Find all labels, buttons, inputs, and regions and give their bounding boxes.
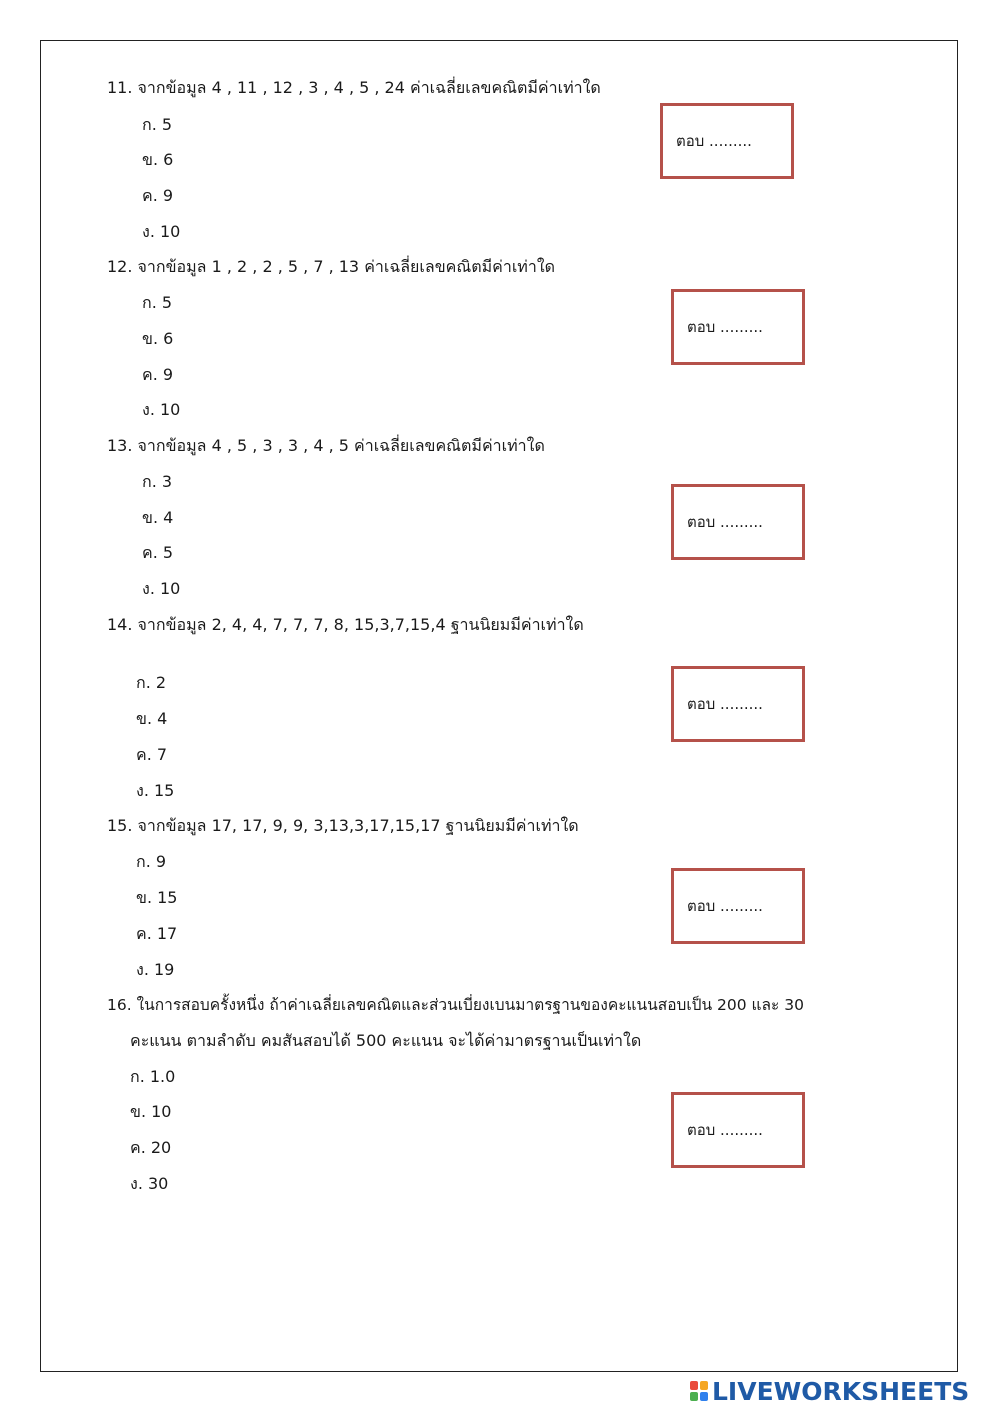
q15-answer-label: ตอบ ......... bbox=[687, 897, 763, 915]
q13-option-a: ก. 3 bbox=[142, 472, 173, 491]
q12-answer-box[interactable] bbox=[671, 289, 805, 365]
logo-square-red bbox=[690, 1381, 698, 1390]
q11-option-b: ข. 6 bbox=[142, 150, 174, 169]
q16-option-b: ข. 10 bbox=[130, 1102, 172, 1121]
q14-answer-box[interactable] bbox=[671, 666, 805, 742]
q14-option-a: ก. 2 bbox=[136, 673, 167, 692]
question-16-line-2: คะแนน ตามลำดับ คมสันสอบได้ 500 คะแนน จะได้ค่ามาตรฐานเป็นเท่าใด bbox=[130, 1031, 642, 1050]
q11-option-a: ก. 5 bbox=[142, 115, 173, 134]
q11-answer-label: ตอบ ......... bbox=[676, 132, 752, 150]
q15-option-b: ข. 15 bbox=[136, 888, 178, 907]
q12-option-b: ข. 6 bbox=[142, 329, 174, 348]
q16-answer-label: ตอบ ......... bbox=[687, 1121, 763, 1139]
q12-option-c: ค. 9 bbox=[142, 365, 174, 384]
q11-option-c: ค. 9 bbox=[142, 186, 174, 205]
q16-option-a: ก. 1.0 bbox=[130, 1067, 176, 1086]
q11-option-d: ง. 10 bbox=[142, 222, 181, 241]
question-11: 11. จากข้อมูล 4 , 11 , 12 , 3 , 4 , 5 , 24 ค่าเฉลี่ยเลขคณิตมีค่าเท่าใด bbox=[107, 78, 601, 97]
q13-option-b: ข. 4 bbox=[142, 508, 174, 527]
question-13: 13. จากข้อมูล 4 , 5 , 3 , 3 , 4 , 5 ค่าเฉลี่ยเลขคณิตมีค่าเท่าใด bbox=[107, 436, 545, 455]
q11-answer-box[interactable] bbox=[660, 103, 794, 179]
q14-answer-label: ตอบ ......... bbox=[687, 695, 763, 713]
q15-option-a: ก. 9 bbox=[136, 852, 167, 871]
q13-option-d: ง. 10 bbox=[142, 579, 181, 598]
question-12: 12. จากข้อมูล 1 , 2 , 2 , 5 , 7 , 13 ค่าเฉลี่ยเลขคณิตมีค่าเท่าใด bbox=[107, 257, 556, 276]
q16-answer-box[interactable] bbox=[671, 1092, 805, 1168]
liveworksheets-brand-text: LIVEWORKSHEETS bbox=[712, 1376, 970, 1406]
q12-option-d: ง. 10 bbox=[142, 400, 181, 419]
q12-answer-label: ตอบ ......... bbox=[687, 318, 763, 336]
q15-option-d: ง. 19 bbox=[136, 960, 175, 979]
question-14: 14. จากข้อมูล 2, 4, 4, 7, 7, 7, 8, 15,3,7,15,4 ฐานนิยมมีค่าเท่าใด bbox=[107, 615, 584, 634]
logo-square-green bbox=[690, 1392, 698, 1401]
q14-option-b: ข. 4 bbox=[136, 709, 168, 728]
q16-option-c: ค. 20 bbox=[130, 1138, 172, 1157]
q13-option-c: ค. 5 bbox=[142, 543, 174, 562]
question-15: 15. จากข้อมูล 17, 17, 9, 9, 3,13,3,17,15,17 ฐานนิยมมีค่าเท่าใด bbox=[107, 816, 579, 835]
q14-option-c: ค. 7 bbox=[136, 745, 168, 764]
q12-option-a: ก. 5 bbox=[142, 293, 173, 312]
logo-square-blue bbox=[700, 1392, 708, 1401]
q15-option-c: ค. 17 bbox=[136, 924, 178, 943]
liveworksheets-logo bbox=[690, 1376, 969, 1406]
q13-answer-box[interactable] bbox=[671, 484, 805, 560]
q15-answer-box[interactable] bbox=[671, 868, 805, 944]
q16-option-d: ง. 30 bbox=[130, 1174, 169, 1193]
q13-answer-label: ตอบ ......... bbox=[687, 513, 763, 531]
logo-square-orange bbox=[700, 1381, 708, 1390]
q14-option-d: ง. 15 bbox=[136, 781, 175, 800]
question-16-line-1: 16. ในการสอบครั้งหนึ่ง ถ้าค่าเฉลี่ยเลขคณิตและส่วนเบี่ยงเบนมาตรฐานของคะแนนสอบเป็น 200 และ 30 bbox=[107, 996, 804, 1014]
liveworksheets-logo-icon bbox=[690, 1381, 708, 1401]
